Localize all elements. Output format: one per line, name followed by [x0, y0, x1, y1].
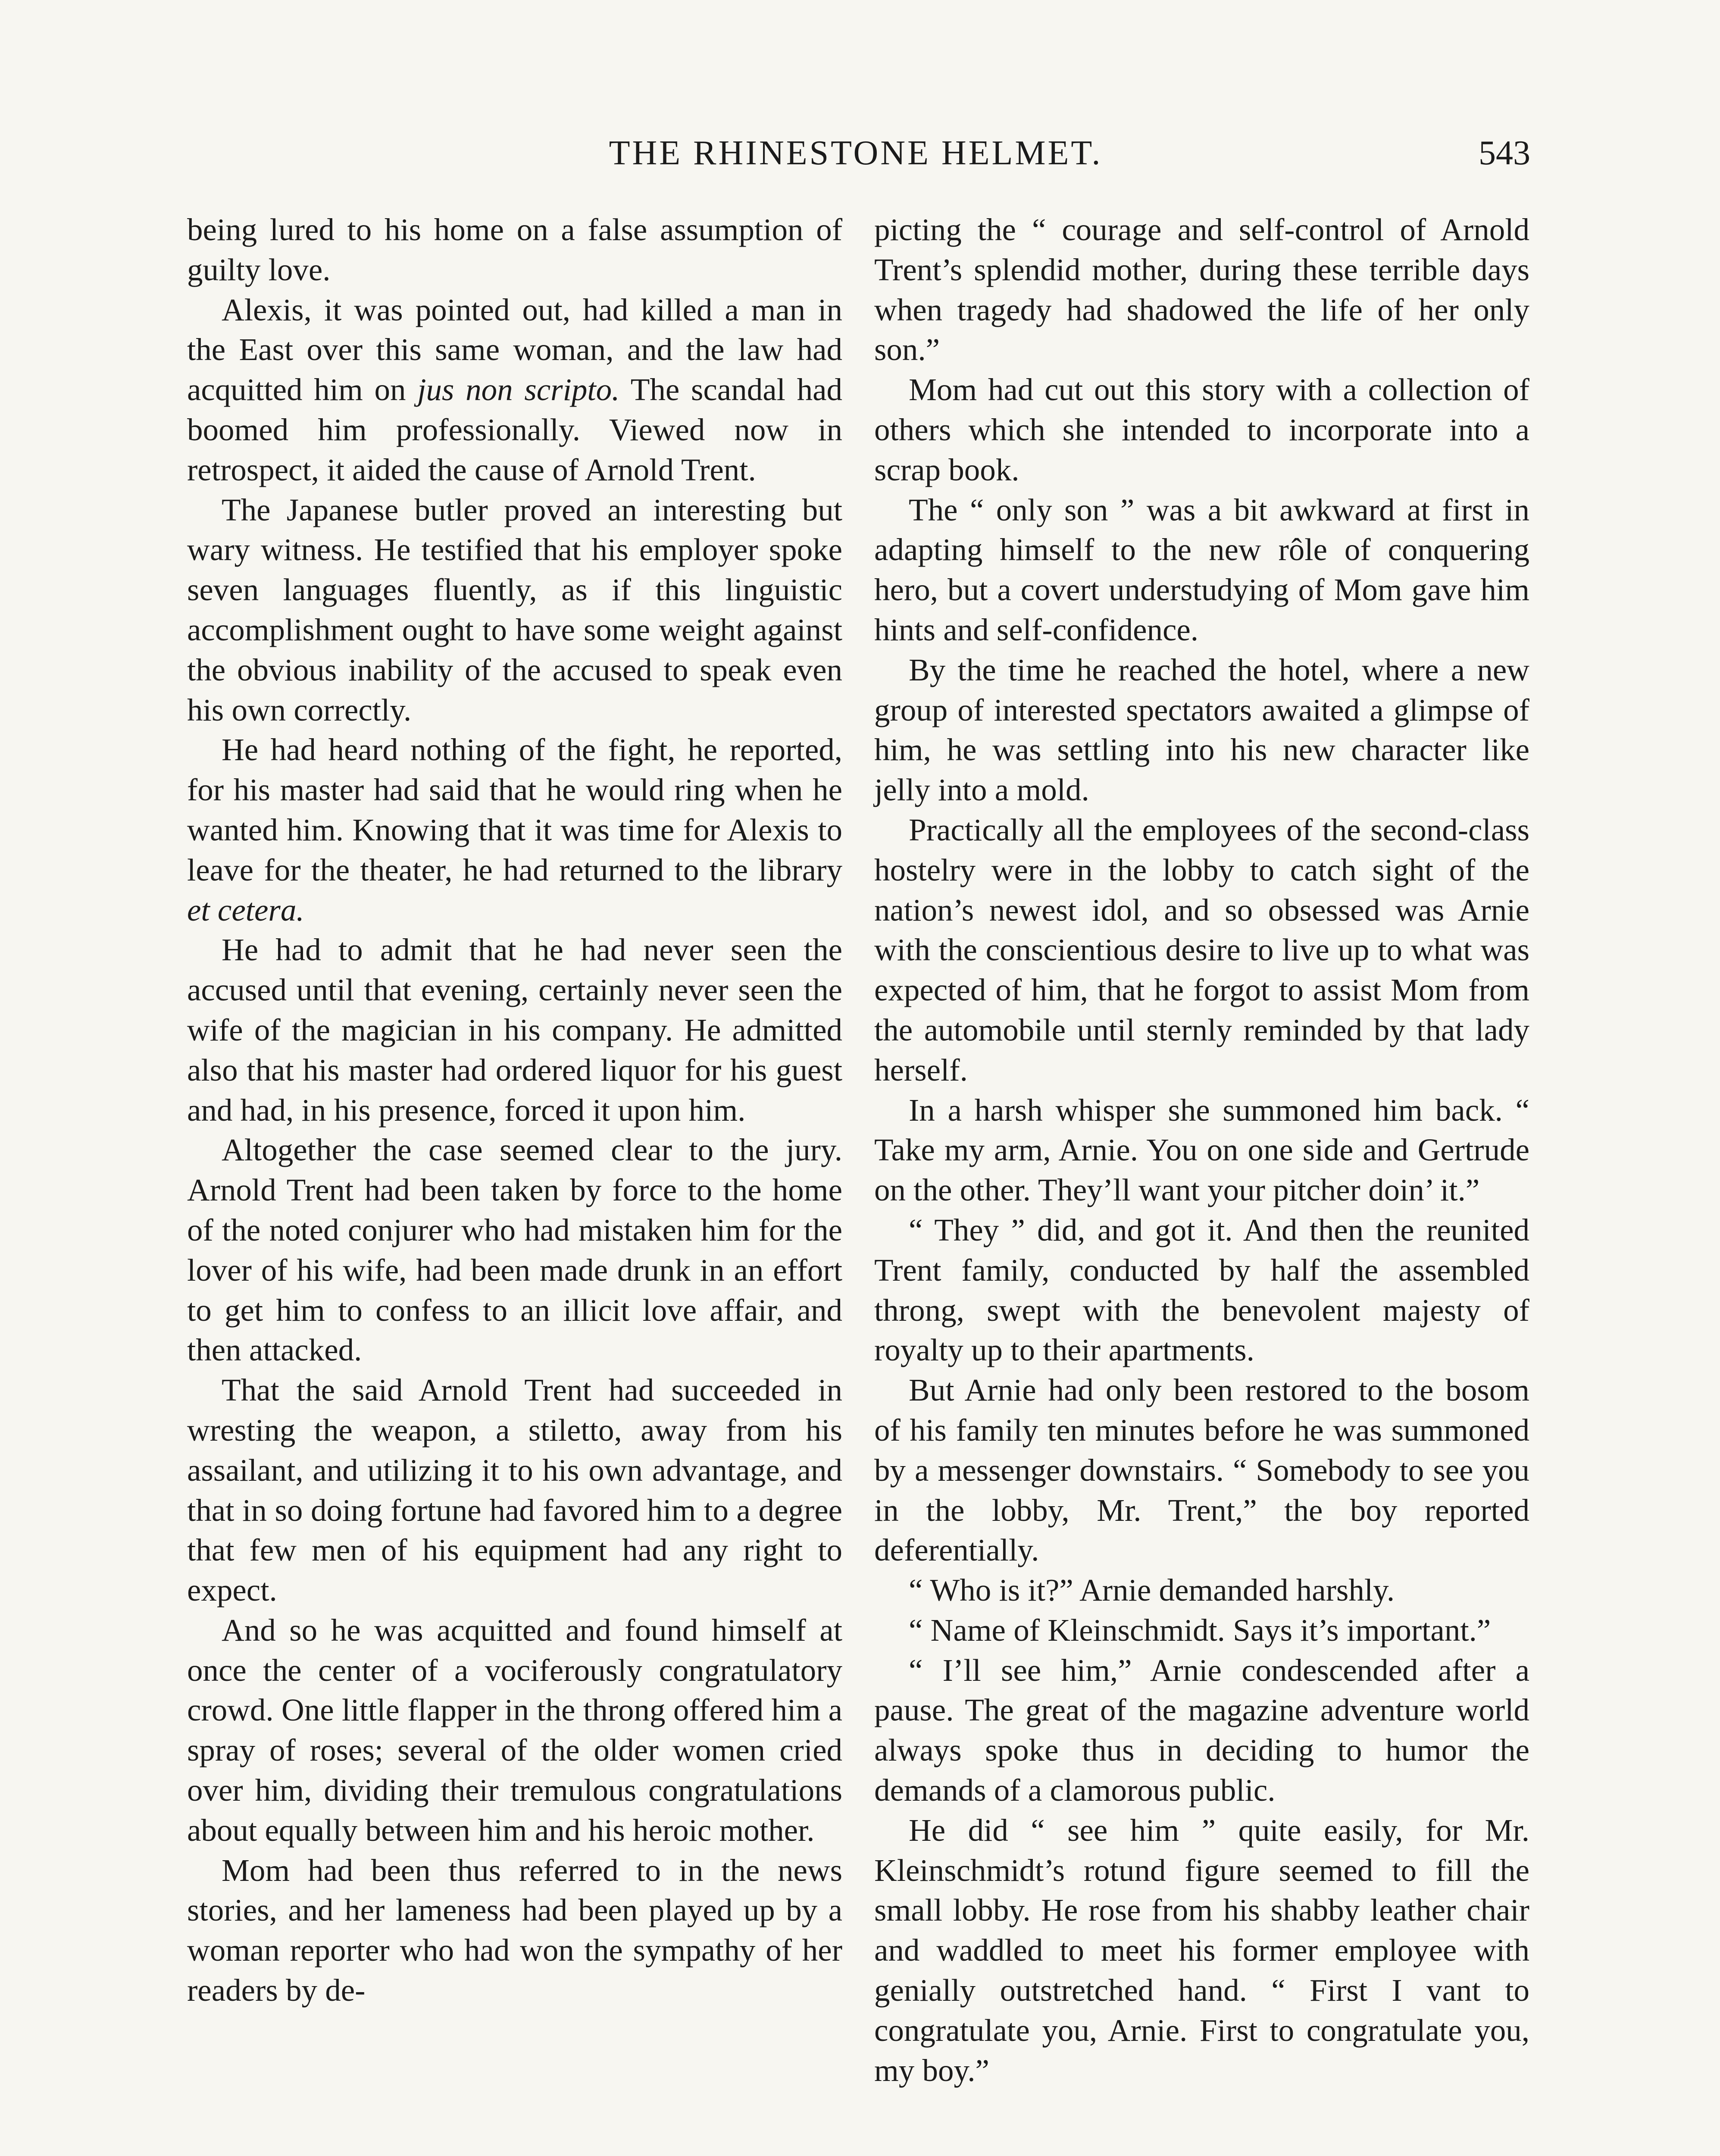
paragraph: Mom had cut out this story with a collection of others which she intended to incorporate into a scrap book. [874, 372, 1529, 487]
paragraph: Mom had been thus referred to in the news stories, and her lameness had been played up by a woman reporter who had won the sympathy of her readers by de- [187, 1852, 842, 2008]
paragraph: Altogether the case seemed clear to the jury. Arnold Trent had been taken by force to the home of the noted conjurer who had mistaken him for the lover of his wife, had been made drunk in an effort to get him to confess to an illicit love affair, and then attacked. [187, 1132, 842, 1368]
paragraph: That the said Arnold Trent had succeeded in wresting the weapon, a stiletto, away from his assailant, and utilizing it to his own advantage, and that in so doing fortune had favored him to a degree that few men of his equipment had any right to expect. [187, 1373, 842, 1608]
paragraph: By the time he reached the hotel, where a new group of interested spectators awaited a glimpse of him, he was settling into his new character like jelly into a mold. [874, 652, 1529, 808]
page-number: 543 [1479, 134, 1530, 172]
paragraph: “ Name of Kleinschmidt. Says it’s important.” [909, 1612, 1491, 1648]
right-column [874, 210, 1529, 2090]
paragraph: But Arnie had only been restored to the bosom of his family ten minutes before he was summoned by a messenger downstairs. “ Somebody to see you in the lobby, Mr. Trent,” the boy reported deferentially. [874, 1373, 1529, 1568]
paragraph-text: The scandal had boomed him professionally. Viewed now in retrospect, it aided the cause of Arnold Trent. [187, 372, 842, 487]
paragraph: The Japanese butler proved an interesting but wary witness. He testified that his employer spoke seven languages fluently, as if this linguistic accomplishment ought to have some weight against the obvious inability of the accused to speak even his own correctly. [187, 492, 842, 727]
paragraph: He did “ see him ” quite easily, for Mr. Kleinschmidt’s rotund figure seemed to fill the small lobby. He rose from his shabby leather chair and waddled to meet his former employee with genially outstretched hand. “ First I vant to congratulate you, Arnie. First to congratulate you, my boy.” [874, 1812, 1529, 2088]
paragraph: In a harsh whisper she summoned him back. “ Take my arm, Arnie. You on one side and Gertrude on the other. They’ll want your pitcher doin’ it.” [874, 1092, 1529, 1208]
paragraph: “ Who is it?” Arnie demanded harshly. [909, 1573, 1395, 1608]
paragraph: The “ only son ” was a bit awkward at first in adapting himself to the new rôle of conquering hero, but a covert understudying of Mom gave him hints and self-confidence. [874, 492, 1529, 647]
running-title: THE RHINESTONE HELMET. [609, 134, 1103, 172]
paragraph [187, 730, 842, 930]
running-head [181, 129, 1530, 177]
paragraph: “ I’ll see him,” Arnie condescended after a pause. The great of the magazine adventure world always spoke thus in deciding to humor the demands of a clamorous public. [874, 1652, 1529, 1808]
paragraph: And so he was acquitted and found himself at once the center of a vociferously congratulatory crowd. One little flapper in the throng offered him a spray of roses; several of the older women cried over him, dividing their tremulous congratulations about equally between him and his heroic mother. [187, 1612, 842, 1848]
paragraph: He had to admit that he had never seen the accused until that evening, certainly never seen the wife of the magician in his company. He admitted also that his master had ordered liquor for his guest and had, in his presence, forced it upon him. [187, 932, 842, 1128]
paragraph: “ They ” did, and got it. And then the reunited Trent family, conducted by half the assembled throng, swept with the benevolent majesty of royalty up to their apartments. [874, 1212, 1529, 1368]
paragraph-text: He had heard nothing of the fight, he reported, for his master had said that he would ring when he wanted him. Knowing that it was time for Alexis to leave for the theater, he had returned to the library [187, 732, 842, 887]
left-column [187, 210, 842, 2011]
paragraph: picting the “ courage and self-control of Arnold Trent’s splendid mother, during these terrible days when tragedy had shadowed the life of her only son.” [874, 212, 1529, 367]
latin-phrase: et cetera. [187, 892, 304, 928]
paragraph [187, 290, 842, 490]
paragraph: being lured to his home on a false assumption of guilty love. [187, 212, 842, 287]
latin-phrase: jus non scripto. [417, 372, 620, 407]
paragraph: Practically all the employees of the second-class hostelry were in the lobby to catch sight of the nation’s newest idol, and so obsessed was Arnie with the conscientious desire to live up to what was expected of him, that he forgot to assist Mom from the automobile until sternly reminded by that lady herself. [874, 812, 1529, 1087]
paragraph-text: Alexis, it was pointed out, had killed a man in the East over this same woman, and the law had acquitted him on [187, 292, 842, 407]
